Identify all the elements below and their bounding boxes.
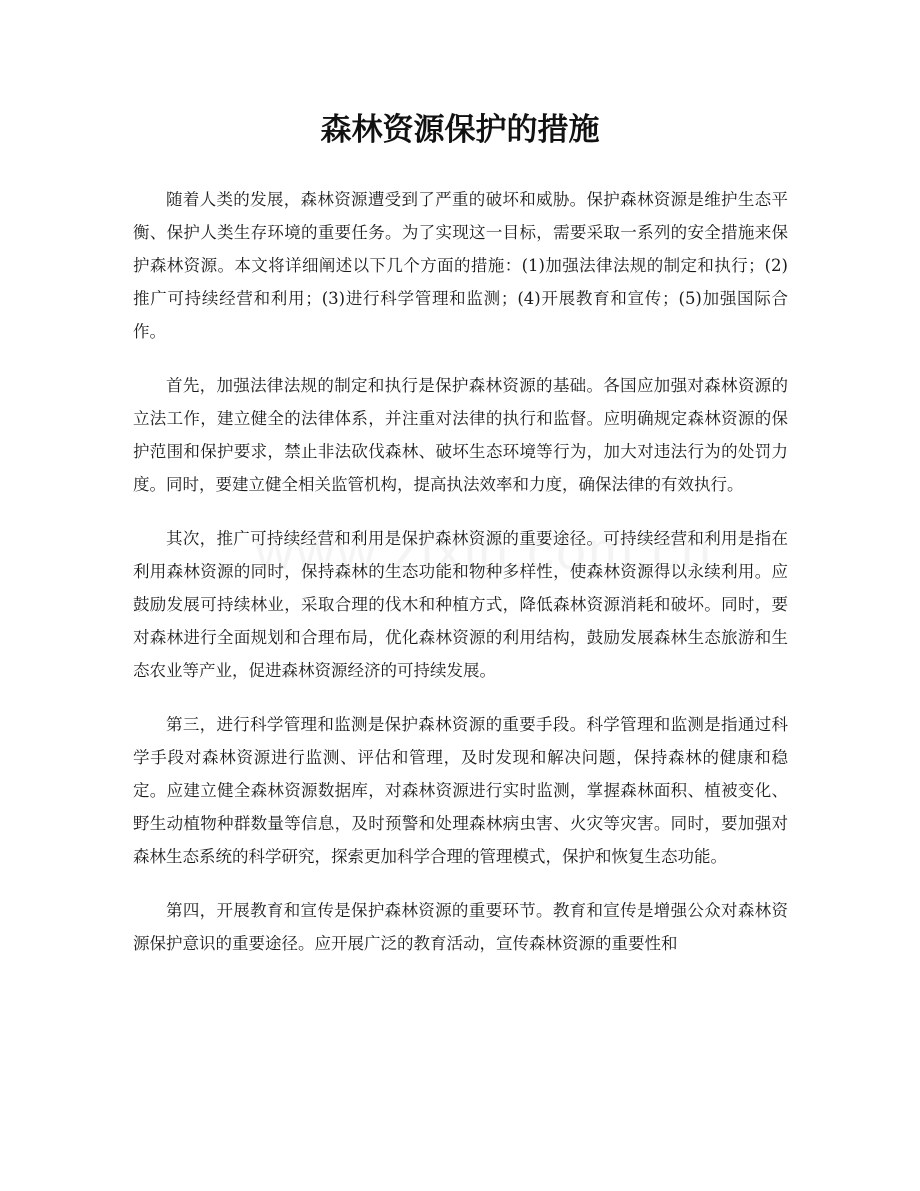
paragraph-third: 第三，进行科学管理和监测是保护森林资源的重要手段。科学管理和监测是指通过科学手段对森林资源进行监测、评估和管理，及时发现和解决问题，保持森林的健康和稳定。应建立健全森林资源数据库，对森林资源进行实时监测，掌握森林面积、植被变化、野生动植物种群数量等信息，及时预警和处理森林病虫害、火灾等灾害。同时，要加强对森林生态系统的科学研究，探索更加科学合理的管理模式，保护和恢复生态功能。: [133, 715, 788, 866]
paragraph-intro: 随着人类的发展，森林资源遭受到了严重的破坏和威胁。保护森林资源是维护生态平衡、保护人类生存环境的重要任务。为了实现这一目标，需要采取一系列的安全措施来保护森林资源。本文将详细阐述以下几个方面的措施：(1)加强法律法规的制定和执行；(2)推广可持续经营和利用；(3)进行科学管理和监测；(4)开展教育和宣传；(5)加强国际合作。: [133, 190, 788, 341]
page-title: 森林资源保护的措施: [320, 112, 600, 148]
paragraph-first: 首先，加强法律法规的制定和执行是保护森林资源的基础。各国应加强对森林资源的立法工作，建立健全的法律体系，并注重对法律的执行和监督。应明确规定森林资源的保护范围和保护要求，禁止非法砍伐森林、破坏生态环境等行为，加大对违法行为的处罚力度。同时，要建立健全相关监管机构，提高执法效率和力度，确保法律的有效执行。: [133, 376, 788, 494]
paragraph-second: 其次，推广可持续经营和利用是保护森林资源的重要途径。可持续经营和利用是指在利用森林资源的同时，保持森林的生态功能和物种多样性，使森林资源得以永续利用。应鼓励发展可持续林业，采取合理的伐木和种植方式，降低森林资源消耗和破坏。同时，要对森林进行全面规划和合理布局，优化森林资源的利用结构，鼓励发展森林生态旅游和生态农业等产业，促进森林资源经济的可持续发展。: [133, 529, 788, 680]
document-body: [133, 183, 788, 981]
paragraph-fourth: 第四，开展教育和宣传是保护森林资源的重要环节。教育和宣传是增强公众对森林资源保护意识的重要途径。应开展广泛的教育活动，宣传森林资源的重要性和: [133, 901, 788, 953]
